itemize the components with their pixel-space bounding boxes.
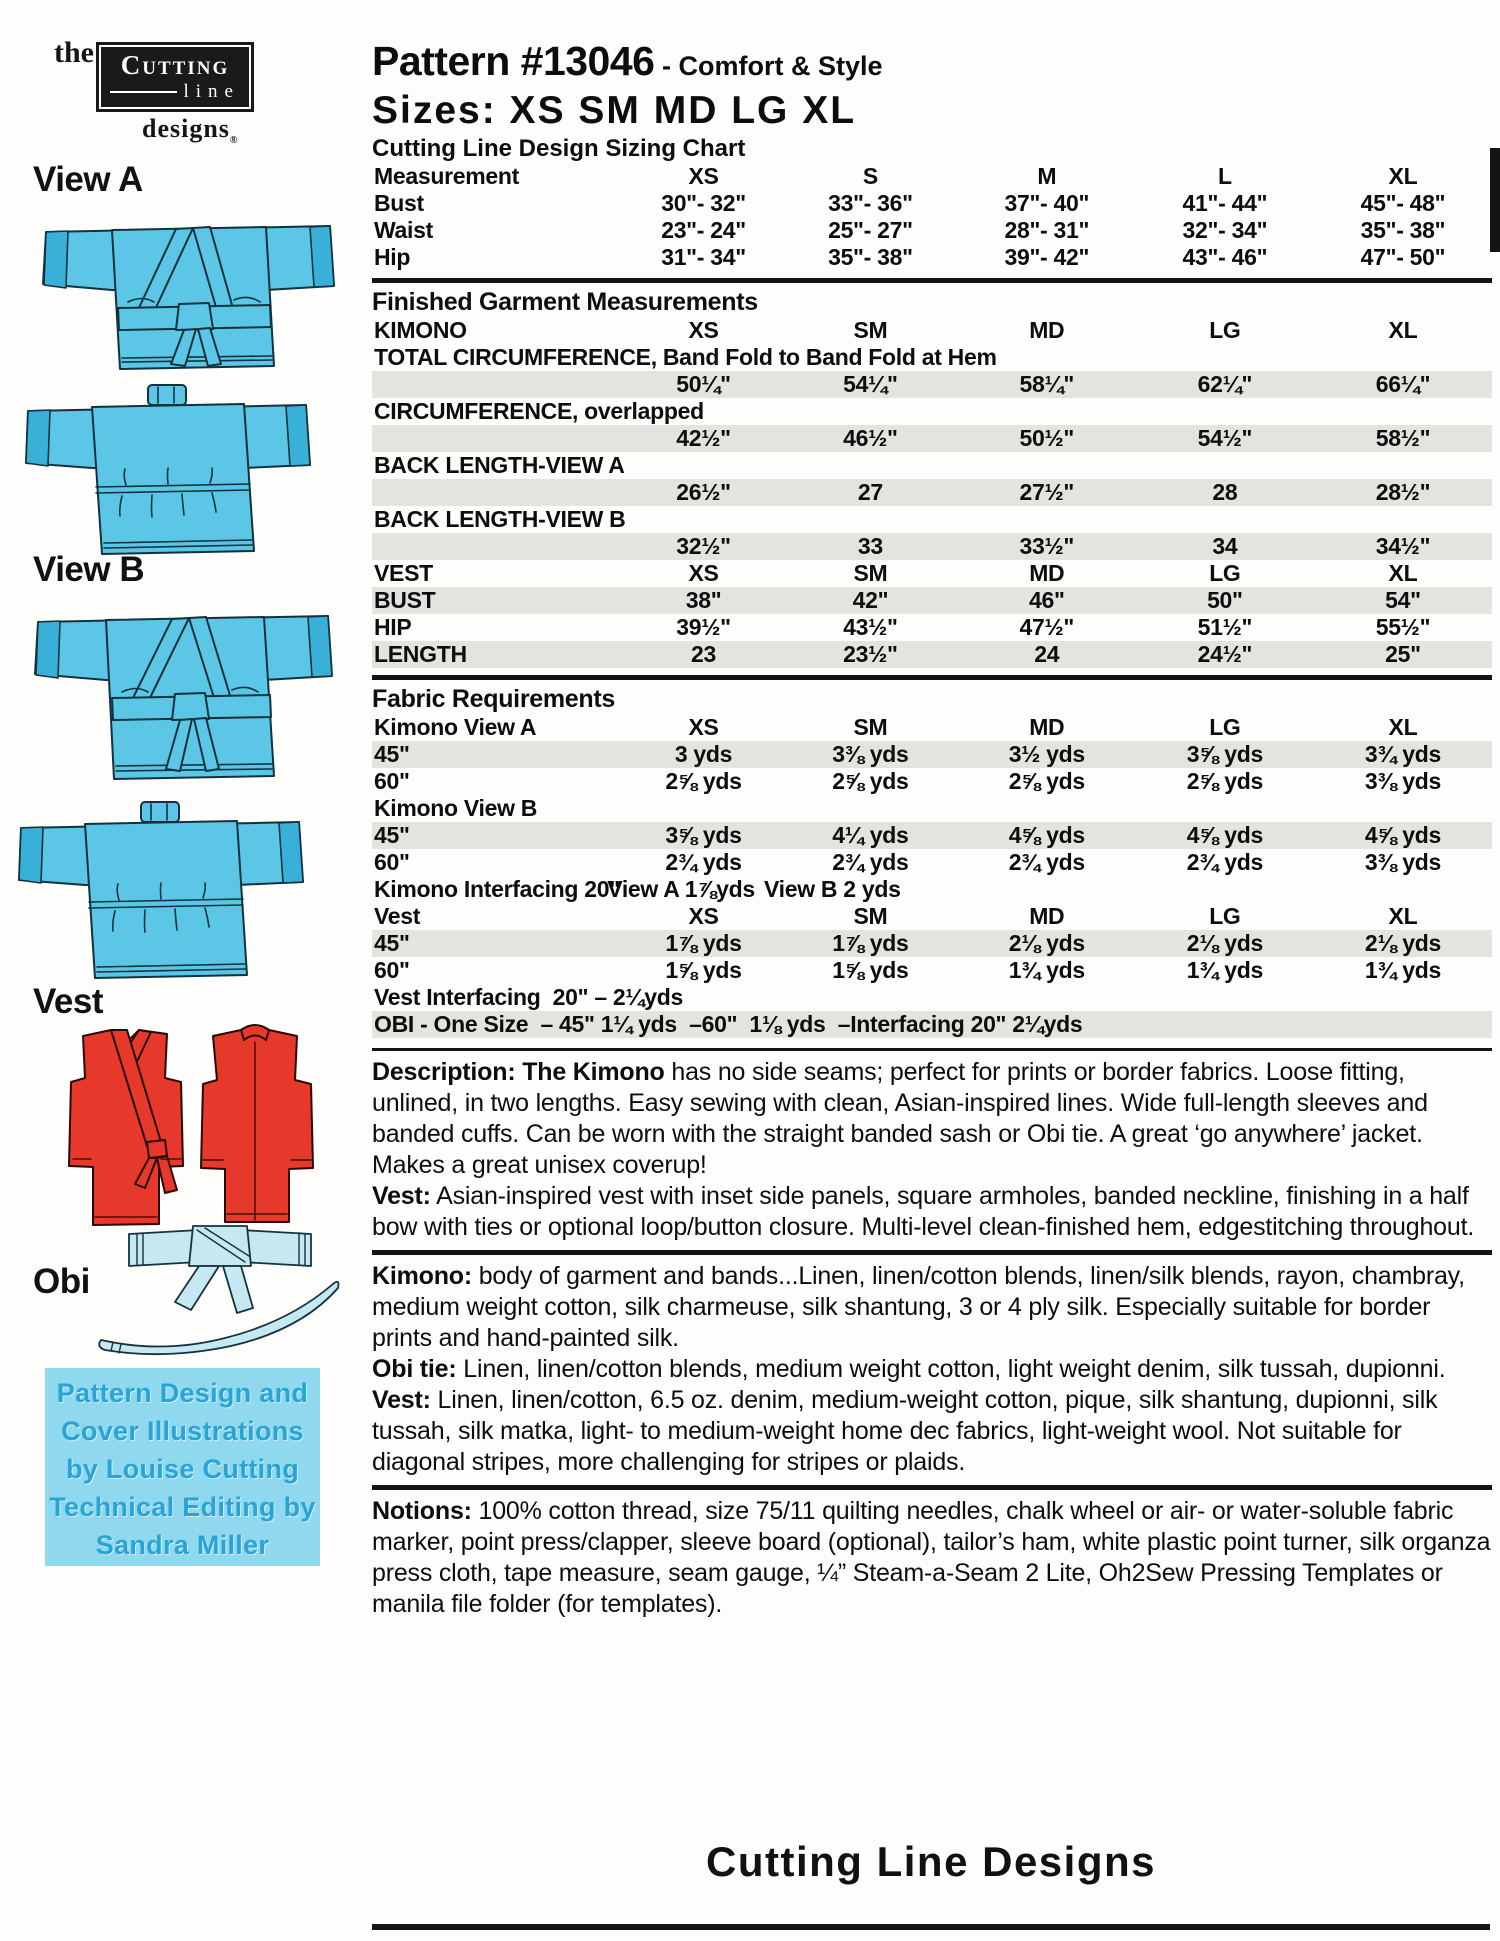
table-cell: 35"- 38" [1360, 217, 1446, 243]
table-cell: HIP [374, 614, 412, 640]
table-cell: 60" [374, 957, 410, 983]
table-cell: 25" [1385, 641, 1421, 667]
pattern-title [372, 38, 1492, 89]
section-divider [372, 1485, 1492, 1490]
table-cell: 28½" [1375, 479, 1431, 505]
table-cell: LG [1209, 903, 1241, 929]
table-cell: Hip [374, 244, 411, 270]
finished-garment-table [372, 317, 1492, 668]
table-cell: 2¾ yds [665, 849, 742, 875]
section-divider [372, 278, 1492, 283]
table-cell: 2⅛ yds [1186, 930, 1263, 956]
table-cell: MD [1029, 714, 1065, 740]
table-cell: 3⅜ yds [1364, 849, 1442, 875]
table-cell: 50" [1207, 587, 1243, 613]
vest-illustration [45, 1018, 340, 1240]
table-cell [372, 533, 624, 560]
logo-word-line: line [183, 81, 240, 102]
table-cell: 1¾ yds [1186, 957, 1263, 983]
table-row [372, 768, 1492, 795]
table-cell: 50¼" [676, 371, 731, 397]
table-cell: XS [688, 317, 719, 343]
table-cell: 3½ yds [1008, 741, 1085, 767]
table-cell: 24½" [1197, 641, 1253, 667]
vest-description-lead: Vest: [372, 1182, 431, 1210]
table-cell: 2¾ yds [1008, 849, 1085, 875]
vest-description-text: Asian-inspired vest with inset side panels, square armholes, banded neckline, finishing in a half bow with ties or optional loop/button closure. Multi-level clean-finished hem, edgestitching throughout. [372, 1182, 1475, 1241]
table-cell: XL [1388, 560, 1418, 586]
table-cell: 3⅝ yds [1186, 741, 1263, 767]
table-row [372, 957, 1492, 984]
notions-lead: Notions: [372, 1497, 472, 1525]
table-cell: LENGTH [374, 641, 467, 667]
bottom-rule [372, 1924, 1490, 1930]
section-divider [372, 1045, 1492, 1051]
table-row [372, 641, 1492, 668]
table-cell: View A 1⅞yds [607, 876, 755, 902]
table-cell: 1⅞ yds [665, 930, 742, 956]
table-cell [372, 425, 624, 452]
table-cell: 38" [685, 587, 722, 613]
table-cell: 42" [852, 587, 889, 613]
credits-line: Technical Editing by [49, 1492, 316, 1522]
credits-box [45, 1368, 320, 1566]
table-cell: XS [688, 163, 719, 189]
main-content [372, 38, 1492, 1626]
table-cell: 3⅝ yds [665, 822, 742, 848]
table-cell: 3⅜ yds [832, 741, 909, 767]
table-cell: 4⅝ yds [1008, 822, 1085, 848]
description-lead: Description: The Kimono [372, 1058, 665, 1086]
table-cell: 24 [1034, 641, 1060, 667]
vest-fabrics-lead: Vest: [372, 1386, 431, 1414]
table-cell: 31"- 34" [661, 244, 746, 270]
table-row [372, 822, 1492, 849]
table-cell: 3⅜ yds [1364, 768, 1442, 794]
fabrics-paragraph [372, 1261, 1492, 1478]
view-a-heading: View A [33, 160, 143, 199]
table-cell: 23½" [843, 641, 898, 667]
table-cell: MD [1029, 903, 1065, 929]
table-cell: 45" [374, 741, 410, 767]
table-cell: 58¼" [1019, 371, 1075, 397]
table-cell: 2⅛ yds [1364, 930, 1442, 956]
table-cell: SM [853, 560, 888, 586]
credits-line: Cover Illustrations [61, 1416, 304, 1446]
table-row [372, 479, 1492, 506]
table-cell: XS [688, 903, 719, 929]
table-cell: Waist [374, 217, 433, 243]
table-cell: SM [853, 317, 888, 343]
pattern-number: Pattern #13046 [372, 38, 655, 84]
table-cell: 54" [1385, 587, 1421, 613]
scan-artifact-bar [1490, 148, 1500, 252]
table-cell: 25"- 27" [828, 217, 913, 243]
table-row: CIRCUMFERENCE, overlapped [374, 398, 704, 424]
table-row [372, 317, 1492, 344]
logo-line-row [101, 81, 249, 103]
section-divider [372, 1250, 1492, 1255]
view-b-back-illustration [15, 782, 305, 987]
table-row: BACK LENGTH-VIEW A [374, 452, 625, 478]
view-a-back-illustration [22, 365, 312, 563]
table-cell: 3 yds [674, 741, 733, 767]
table-cell: 34 [1212, 533, 1238, 559]
table-cell: 39½" [676, 614, 731, 640]
table-cell: XL [1388, 714, 1418, 740]
table-row: Kimono View B [374, 795, 538, 821]
table-cell: 60" [374, 849, 410, 875]
sizes-line: Sizes: XS SM MD LG XL [372, 89, 857, 132]
table-cell: 26½" [676, 479, 731, 505]
description-paragraph [372, 1057, 1492, 1243]
table-row [372, 190, 1492, 217]
table-cell: SM [853, 714, 888, 740]
table-cell: 51½" [1197, 614, 1253, 640]
table-row [372, 849, 1492, 876]
table-cell: XL [1388, 903, 1418, 929]
table-cell: 32"- 34" [1182, 217, 1268, 243]
table-cell: 2¾ yds [1186, 849, 1263, 875]
table-cell: 33½" [1019, 533, 1075, 559]
table-cell: L [1217, 163, 1232, 189]
table-cell: 60" [374, 768, 410, 794]
notions-text: 100% cotton thread, size 75/11 quilting needles, chalk wheel or air- or water-soluble fabric marker, point press/clapper, sleeve board (optional), tailor’s ham, white plastic point turner, silk organza press cloth, tape measure, seam gauge, ¼” Steam-a-Seam 2 Lite, Oh2Sew Pressing Templates or manila file folder (for templates). [372, 1497, 1491, 1618]
logo-box-inner [99, 45, 251, 109]
table-cell: 1¾ yds [1364, 957, 1442, 983]
table-row [372, 903, 1492, 930]
table-cell: 28 [1212, 479, 1238, 505]
table-cell: VEST [374, 560, 433, 586]
table-cell: 2⅝ yds [1186, 768, 1263, 794]
logo-designs-text: designs [142, 114, 230, 143]
table-cell: 58½" [1375, 425, 1431, 451]
view-b-heading: View B [33, 550, 145, 589]
logo-word-designs [142, 114, 238, 146]
table-cell: 45"- 48" [1360, 190, 1446, 216]
sizing-chart-title: Cutting Line Design Sizing Chart [372, 135, 746, 162]
table-cell: Kimono Interfacing 20" [374, 876, 620, 902]
table-cell: LG [1209, 560, 1241, 586]
logo-word-the: the [54, 36, 94, 69]
table-cell: 47"- 50" [1360, 244, 1446, 270]
table-cell: MD [1029, 560, 1065, 586]
table-row [372, 425, 1492, 452]
table-cell: 39"- 42" [1004, 244, 1090, 270]
notions-paragraph [372, 1496, 1492, 1620]
table-row [372, 163, 1492, 190]
credits-line: by Louise Cutting [65, 1454, 300, 1484]
table-cell: MD [1029, 317, 1065, 343]
table-cell: XL [1388, 317, 1418, 343]
logo-rule-line [110, 91, 177, 93]
table-cell: 55½" [1375, 614, 1431, 640]
table-row [372, 587, 1492, 614]
view-b-front-illustration [30, 588, 340, 788]
table-cell: 30"- 32" [661, 190, 746, 216]
table-cell: 47½" [1019, 614, 1075, 640]
table-cell: 23 [691, 641, 716, 667]
table-cell: S [862, 163, 878, 189]
table-row [372, 560, 1492, 587]
table-cell: 2⅝ yds [1008, 768, 1085, 794]
table-cell: XL [1388, 163, 1418, 189]
table-cell: 28"- 31" [1004, 217, 1090, 243]
table-cell: 54½" [1197, 425, 1253, 451]
table-cell: XS [688, 560, 719, 586]
credits-line: Pattern Design and [56, 1378, 309, 1408]
table-cell: 54¼" [843, 371, 898, 397]
table-row: Vest Interfacing 20" – 2¼yds [374, 984, 684, 1010]
kimono-fabrics-lead: Kimono: [372, 1262, 472, 1290]
table-row [372, 371, 1492, 398]
table-row [372, 244, 1492, 271]
table-cell: 45" [374, 930, 410, 956]
table-cell: 35"- 38" [828, 244, 913, 270]
vest-heading: Vest [33, 982, 103, 1021]
vest-fabrics-text: Linen, linen/cotton, 6.5 oz. denim, medium-weight cotton, pique, silk shantung, dupionni, silk tussah, silk matka, light- to medium-weight home dec fabrics, light-weight wool. Not suitable for diagonal stripes, more challenging for stripes or plaids. [372, 1386, 1438, 1476]
table-cell: 4¼ yds [832, 822, 909, 848]
table-cell: 2⅝ yds [665, 768, 742, 794]
table-cell: Vest [374, 903, 421, 929]
table-cell: 43"- 46" [1182, 244, 1268, 270]
table-cell: 1⅝ yds [665, 957, 742, 983]
table-row: BACK LENGTH-VIEW B [374, 506, 626, 532]
table-cell: Bust [374, 190, 424, 216]
table-cell: 4⅝ yds [1364, 822, 1442, 848]
table-cell: 45" [374, 822, 410, 848]
finished-garment-heading: Finished Garment Measurements [372, 288, 758, 316]
obi-heading: Obi [33, 1262, 90, 1301]
brand-logo [50, 28, 330, 147]
kimono-fabrics-text: body of garment and bands...Linen, linen/cotton blends, linen/silk blends, rayon, chambray, medium weight cotton, silk charmeuse, silk shantung, 3 or 4 ply silk. Especially suitable for border prints and hand-painted silk. [372, 1262, 1465, 1352]
table-cell: Measurement [374, 163, 519, 189]
logo-box [96, 42, 254, 112]
table-row [372, 614, 1492, 641]
table-cell: BUST [374, 587, 436, 613]
table-cell: 32½" [676, 533, 731, 559]
logo-word-cutting: Cutting [120, 50, 230, 80]
table-cell: View B 2 yds [763, 876, 901, 902]
footer-brand: Cutting Line Designs [706, 1838, 1156, 1885]
description-text: has no side seams; perfect for prints or border fabrics. Loose fitting, unlined, in two lengths. Easy sewing with clean, Asian-inspired lines. Wide full-length sleeves and banded cuffs. Can be worn with the straight banded sash or Obi tie. A great ‘go anywhere’ jacket. Makes a great unisex coverup! [372, 1058, 1428, 1179]
table-cell: 43½" [843, 614, 898, 640]
table-cell: Kimono View A [374, 714, 537, 740]
table-cell: 2⅝ yds [832, 768, 909, 794]
table-row: OBI - One Size – 45" 1¼ yds –60" 1⅛ yds –Interfacing 20" 2¼yds [372, 1011, 1492, 1038]
view-a-front-illustration [38, 196, 338, 378]
table-cell: 37"- 40" [1004, 190, 1090, 216]
table-cell: 41"- 44" [1182, 190, 1268, 216]
obi-illustration [95, 1218, 345, 1368]
table-row [372, 876, 1492, 903]
table-cell: 27½" [1019, 479, 1075, 505]
table-cell: 33 [857, 533, 883, 559]
table-cell: 2⅛ yds [1008, 930, 1085, 956]
table-cell: KIMONO [374, 317, 467, 343]
table-row [372, 741, 1492, 768]
table-row: TOTAL CIRCUMFERENCE, Band Fold to Band Fold at Hem [374, 344, 997, 370]
table-row [372, 714, 1492, 741]
pattern-tagline: - Comfort & Style [654, 51, 883, 81]
table-cell: 4⅝ yds [1186, 822, 1263, 848]
table-cell [372, 371, 624, 398]
table-cell: XS [688, 714, 719, 740]
section-divider [372, 675, 1492, 680]
fabric-requirements-heading: Fabric Requirements [372, 685, 615, 713]
registered-mark: ® [229, 135, 239, 147]
fabric-requirements-table [372, 714, 1492, 1038]
obi-fabrics-lead: Obi tie: [372, 1355, 457, 1383]
table-cell: LG [1209, 714, 1241, 740]
table-cell: 23"- 24" [661, 217, 746, 243]
table-cell: 1¾ yds [1008, 957, 1085, 983]
table-cell: 66¼" [1375, 371, 1431, 397]
table-cell: 1⅞ yds [832, 930, 909, 956]
table-row [372, 930, 1492, 957]
table-cell: 1⅝ yds [832, 957, 909, 983]
table-row [372, 533, 1492, 560]
table-cell: SM [853, 903, 888, 929]
credits-line: Sandra Miller [95, 1530, 270, 1560]
table-cell [372, 479, 624, 506]
table-cell: 33"- 36" [828, 190, 913, 216]
table-row [372, 217, 1492, 244]
table-cell: 62¼" [1197, 371, 1253, 397]
table-cell: M [1037, 163, 1057, 189]
obi-fabrics-text: Linen, linen/cotton blends, medium weight cotton, light weight denim, silk tussah, dupionni. [456, 1355, 1446, 1383]
table-cell: 46½" [843, 425, 898, 451]
table-cell: 42½" [676, 425, 731, 451]
table-cell: 46" [1028, 587, 1065, 613]
table-cell: LG [1209, 317, 1241, 343]
table-cell: 3¾ yds [1364, 741, 1442, 767]
table-cell: 34½" [1375, 533, 1431, 559]
table-cell: 50½" [1019, 425, 1075, 451]
table-cell: 27 [857, 479, 883, 505]
sizing-chart-table [372, 163, 1492, 271]
table-cell: 2¾ yds [832, 849, 909, 875]
